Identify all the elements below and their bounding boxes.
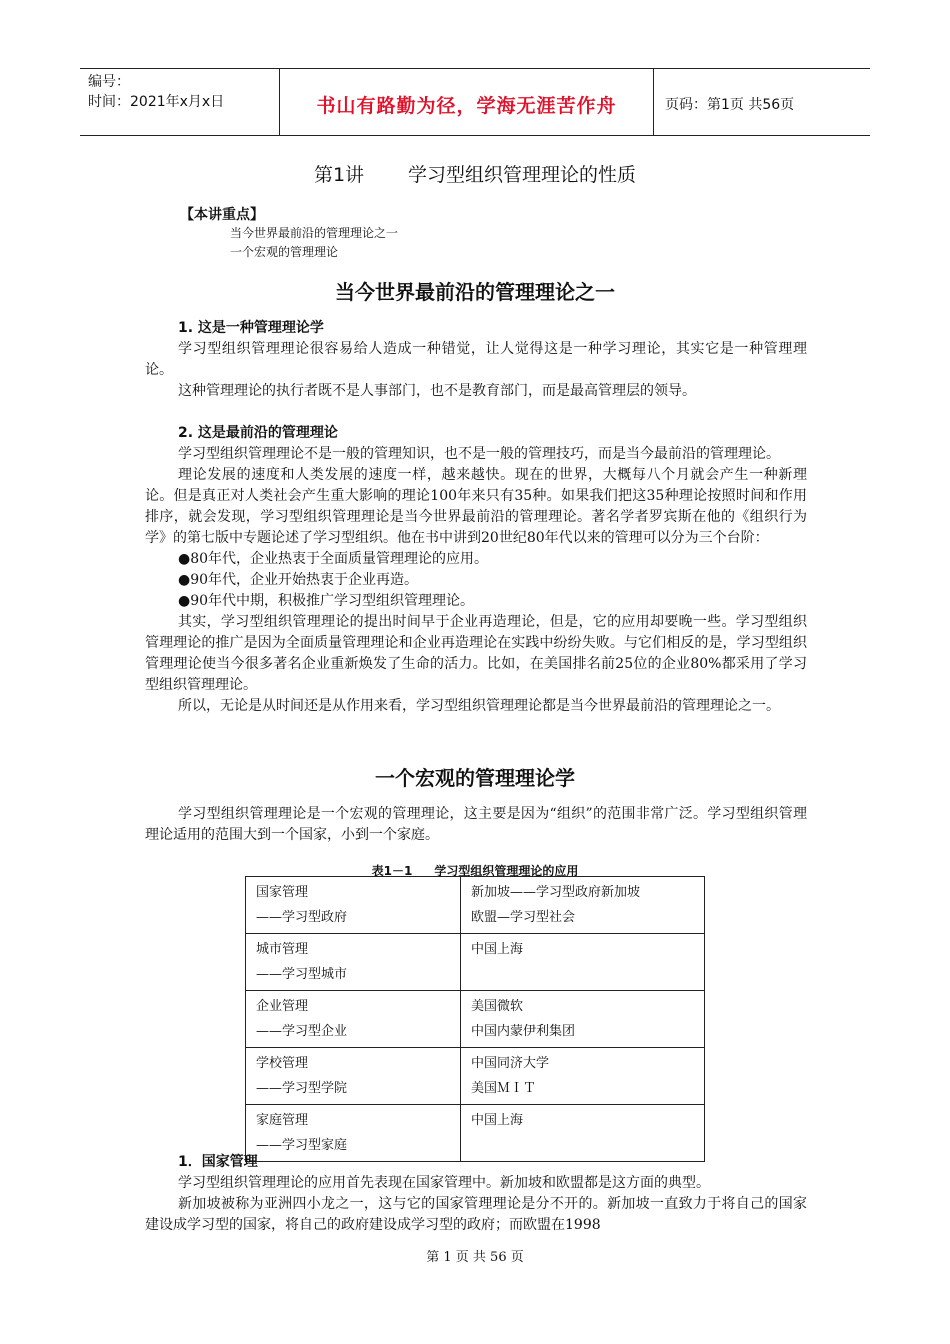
cell-line: 新加坡——学习型政府新加坡 [471, 885, 641, 900]
lecture-title-text: 学习型组织管理理论的性质 [408, 164, 637, 186]
table-cell-example [461, 1048, 705, 1105]
cell-line: 中国上海 [471, 1113, 524, 1128]
table-cell-example [461, 991, 705, 1048]
header-motto: 书山有路勤为径，学海无涯苦作舟 [316, 95, 617, 117]
cell-line: 企业管理 [256, 999, 309, 1014]
bullet-item: ●90年代中期，积极推广学习型组织管理理论。 [178, 593, 475, 609]
section2-intro [145, 804, 807, 846]
table-caption-text: 学习型组织管理理论的应用 [434, 864, 579, 878]
cell-line: 欧盟—学习型社会 [471, 910, 576, 925]
cell-line: 国家管理 [256, 885, 309, 900]
paragraph: 学习型组织管理理论很容易给人造成一种错觉，让人觉得这是一种学习理论，其实它是一种管理理论。 [145, 341, 807, 378]
subsection-heading: 2. 这是最前沿的管理理论 [178, 425, 338, 441]
paragraph: 所以，无论是从时间还是从作用来看，学习型组织管理理论都是当今世界最前沿的管理理论之一。 [178, 698, 780, 714]
lecture-number: 第1讲 [313, 164, 365, 186]
bullet-item: ●90年代，企业开始热衷于企业再造。 [178, 572, 419, 588]
cell-line: 美国微软 [471, 999, 524, 1014]
page-header [80, 68, 870, 136]
cell-line: ——学习型政府 [256, 910, 348, 925]
cell-line: 中国同济大学 [471, 1056, 550, 1071]
cell-line: 美国ＭＩＴ [471, 1081, 537, 1096]
paragraph: 理论发展的速度和人类发展的速度一样，越来越快。现在的世界，大概每八个月就会产生一种新理论。但是真正对人类社会产生重大影响的理论100年来只有35种。如果我们把这35种理论按照时间和作用排序，就会发现，学习型组织管理理论是当今世界最前沿的管理理论。著名学者罗宾斯在他的《组织行为学》的第七版中专题论述了学习型组织。他在书中讲到20世纪80年代以来的管理可以分为三个台阶： [145, 467, 807, 546]
table-cell-domain [246, 991, 461, 1048]
paragraph: 其实，学习型组织管理理论的提出时间早于企业再造理论，但是，它的应用却要晚一些。学习型组织管理理论的推广是因为全面质量管理理论和企业再造理论在实践中纷纷失败。与它们相反的是，学习型组织管理理论使当今很多著名企业重新焕发了生命的活力。比如，在美国排名前25位的企业80%都采用了学习型组织管理理论。 [145, 614, 807, 693]
document-number-label: 编号： [88, 74, 130, 90]
paragraph: 学习型组织管理理论的应用首先表现在国家管理中。新加坡和欧盟都是这方面的典型。 [178, 1175, 710, 1191]
section2-body [145, 1152, 807, 1236]
application-table [245, 876, 705, 1162]
section-title: 当今世界最前沿的管理理论之一 [335, 280, 615, 304]
paragraph: 学习型组织管理理论不是一般的管理知识，也不是一般的管理技巧，而是当今最前沿的管理理论。 [178, 446, 780, 462]
section-title: 一个宏观的管理理论学 [375, 766, 575, 790]
lecture-title [0, 160, 950, 187]
subsection-heading: 1．国家管理 [178, 1154, 258, 1170]
table-cell-domain [246, 1048, 461, 1105]
cell-line: 学校管理 [256, 1056, 309, 1071]
cell-line: ——学习型企业 [256, 1024, 348, 1039]
table-cell-domain [246, 934, 461, 991]
paragraph: 这种管理理论的执行者既不是人事部门，也不是教育部门，而是最高管理层的领导。 [178, 383, 696, 399]
cell-line: ——学习型城市 [256, 967, 348, 982]
subsection-heading: 1. 这是一种管理理论学 [178, 320, 324, 336]
table-row [246, 1048, 705, 1105]
paragraph: 学习型组织管理理论是一个宏观的管理理论，这主要是因为“组织”的范围非常广泛。学习型组织管理理论适用的范围大到一个国家，小到一个家庭。 [145, 806, 807, 843]
header-divider [653, 69, 654, 135]
cell-line: 中国内蒙伊利集团 [471, 1024, 576, 1039]
section1-body [145, 318, 807, 717]
table-cell-example [461, 877, 705, 934]
table-row [246, 877, 705, 934]
cell-line: ——学习型家庭 [256, 1138, 348, 1153]
page-footer: 第 1 页 共 56 页 [426, 1250, 524, 1265]
table-cell-example [461, 934, 705, 991]
table-row [246, 991, 705, 1048]
key-points [180, 206, 398, 262]
bullet-item: ●80年代，企业热衷于全面质量管理理论的应用。 [178, 551, 489, 567]
header-page-number: 页码：第1页 共56页 [665, 97, 795, 113]
key-point-item: 一个宏观的管理理论 [230, 245, 339, 259]
cell-line: 家庭管理 [256, 1113, 309, 1128]
cell-line: 城市管理 [256, 942, 309, 957]
cell-line: ——学习型学院 [256, 1081, 348, 1096]
table-cell-domain [246, 877, 461, 934]
header-meta [88, 72, 284, 112]
document-date: 时间：2021年x月x日 [88, 94, 225, 110]
key-points-title: 【本讲重点】 [180, 207, 264, 223]
cell-line: 中国上海 [471, 942, 524, 957]
table-row [246, 934, 705, 991]
table-number: 表1－1 [371, 864, 413, 878]
key-point-item: 当今世界最前沿的管理理论之一 [230, 226, 399, 240]
paragraph: 新加坡被称为亚洲四小龙之一，这与它的国家管理理论是分不开的。新加坡一直致力于将自己的国家建设成学习型的国家，将自己的政府建设成学习型的政府；而欧盟在1998 [145, 1196, 807, 1233]
